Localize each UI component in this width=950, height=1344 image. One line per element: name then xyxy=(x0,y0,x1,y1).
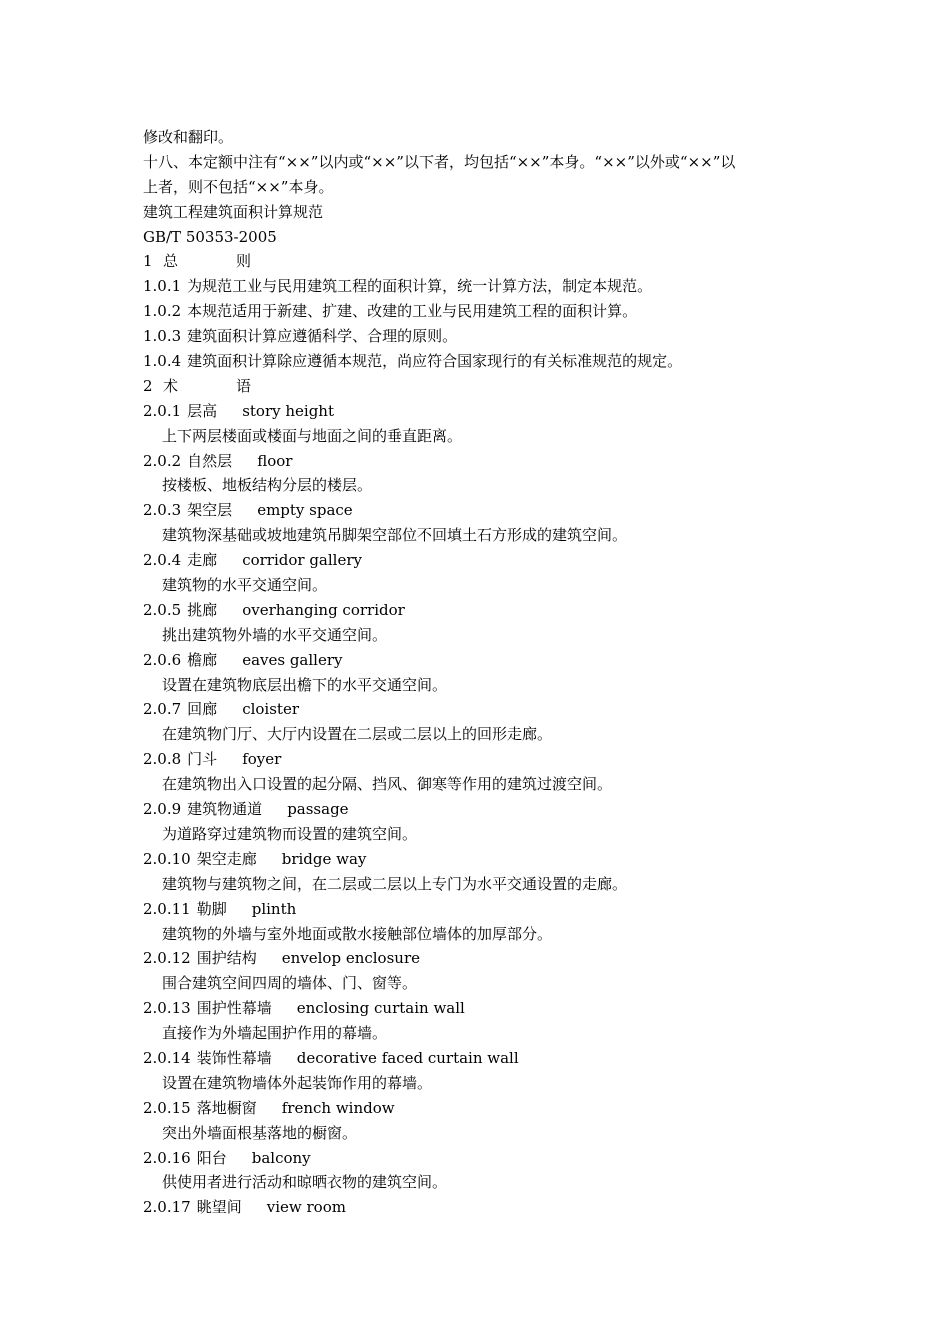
chapter-1-title-b: 则 xyxy=(236,252,252,271)
term-2-0-17: 2.0.17 眺望间 view room xyxy=(143,1198,346,1217)
intro-line-1: 修改和翻印。 xyxy=(143,128,234,146)
term-2-0-15: 2.0.15 落地橱窗 french window xyxy=(143,1098,395,1117)
term-2-0-9-definition: 为道路穿过建筑物而设置的建筑空间。 xyxy=(162,824,418,843)
term-2-0-4: 2.0.4 走廊 corridor gallery xyxy=(143,551,362,570)
term-2-0-11: 2.0.11 勒脚 plinth xyxy=(143,899,297,918)
clause-1-0-2: 1.0.2 本规范适用于新建、扩建、改建的工业与民用建筑工程的面积计算。 xyxy=(143,302,638,321)
term-2-0-15-definition: 突出外墙面根基落地的橱窗。 xyxy=(162,1123,358,1142)
term-2-0-8-definition: 在建筑物出入口设置的起分隔、挡风、御寒等作用的建筑过渡空间。 xyxy=(162,775,613,794)
term-2-0-6-definition: 设置在建筑物底层出檐下的水平交通空间。 xyxy=(162,675,448,694)
term-2-0-13: 2.0.13 围护性幕墙 enclosing curtain wall xyxy=(143,999,465,1018)
chapter-1-heading xyxy=(143,249,823,274)
term-2-0-4-definition: 建筑物的水平交通空间。 xyxy=(162,576,328,595)
chapter-2-heading xyxy=(143,374,823,399)
term-2-0-10: 2.0.10 架空走廊 bridge way xyxy=(143,849,367,868)
clause-1-0-1: 1.0.1 为规范工业与民用建筑工程的面积计算，统一计算方法，制定本规范。 xyxy=(143,277,653,296)
term-2-0-11-definition: 建筑物的外墙与室外地面或散水接触部位墙体的加厚部分。 xyxy=(162,924,553,943)
term-2-0-14-definition: 设置在建筑物墙体外起装饰作用的幕墙。 xyxy=(162,1073,433,1092)
term-2-0-14: 2.0.14 装饰性幕墙 decorative faced curtain wall xyxy=(143,1048,519,1067)
intro-line-2: 十八、本定额中注有“××”以内或“××”以下者，均包括“××”本身。“××”以外或“××”以 xyxy=(143,152,736,171)
term-2-0-5: 2.0.5 挑廊 overhanging corridor xyxy=(143,600,405,619)
document-code: GB/T 50353-2005 xyxy=(143,227,277,246)
term-2-0-9: 2.0.9 建筑物通道 passage xyxy=(143,800,349,819)
chapter-1-number: 1 xyxy=(143,252,153,271)
term-2-0-13-definition: 直接作为外墙起围护作用的幕墙。 xyxy=(162,1024,388,1043)
document-page xyxy=(143,125,823,1220)
term-2-0-7: 2.0.7 回廊 cloister xyxy=(143,700,299,719)
chapter-2-title-a: 术 xyxy=(163,376,179,395)
term-2-0-12-definition: 围合建筑空间四周的墙体、门、窗等。 xyxy=(162,974,418,993)
term-2-0-3: 2.0.3 架空层 empty space xyxy=(143,501,353,520)
term-2-0-1-definition: 上下两层楼面或楼面与地面之间的垂直距离。 xyxy=(162,426,463,445)
term-2-0-2-definition: 按楼板、地板结构分层的楼层。 xyxy=(162,476,373,495)
term-2-0-3-definition: 建筑物深基础或坡地建筑吊脚架空部位不回填土石方形成的建筑空间。 xyxy=(162,526,628,545)
document-title: 建筑工程建筑面积计算规范 xyxy=(143,202,324,221)
term-2-0-12: 2.0.12 围护结构 envelop enclosure xyxy=(143,949,420,968)
term-2-0-16-definition: 供使用者进行活动和晾晒衣物的建筑空间。 xyxy=(162,1173,448,1192)
chapter-2-number: 2 xyxy=(143,376,153,395)
term-2-0-5-definition: 挑出建筑物外墙的水平交通空间。 xyxy=(162,625,388,644)
term-2-0-7-definition: 在建筑物门厅、大厅内设置在二层或二层以上的回形走廊。 xyxy=(162,725,553,744)
term-2-0-16: 2.0.16 阳台 balcony xyxy=(143,1148,311,1167)
intro-line-3: 上者，则不包括“××”本身。 xyxy=(143,177,334,196)
clause-1-0-4: 1.0.4 建筑面积计算除应遵循本规范，尚应符合国家现行的有关标准规范的规定。 xyxy=(143,352,683,371)
term-2-0-8: 2.0.8 门斗 foyer xyxy=(143,750,282,769)
chapter-2-title-b: 语 xyxy=(236,376,252,395)
term-2-0-6: 2.0.6 檐廊 eaves gallery xyxy=(143,650,343,669)
term-2-0-2: 2.0.2 自然层 floor xyxy=(143,451,293,470)
clause-1-0-3: 1.0.3 建筑面积计算应遵循科学、合理的原则。 xyxy=(143,327,458,346)
chapter-1-title-a: 总 xyxy=(163,252,179,271)
term-2-0-1: 2.0.1 层高 story height xyxy=(143,401,334,420)
term-2-0-10-definition: 建筑物与建筑物之间，在二层或二层以上专门为水平交通设置的走廊。 xyxy=(162,874,628,893)
